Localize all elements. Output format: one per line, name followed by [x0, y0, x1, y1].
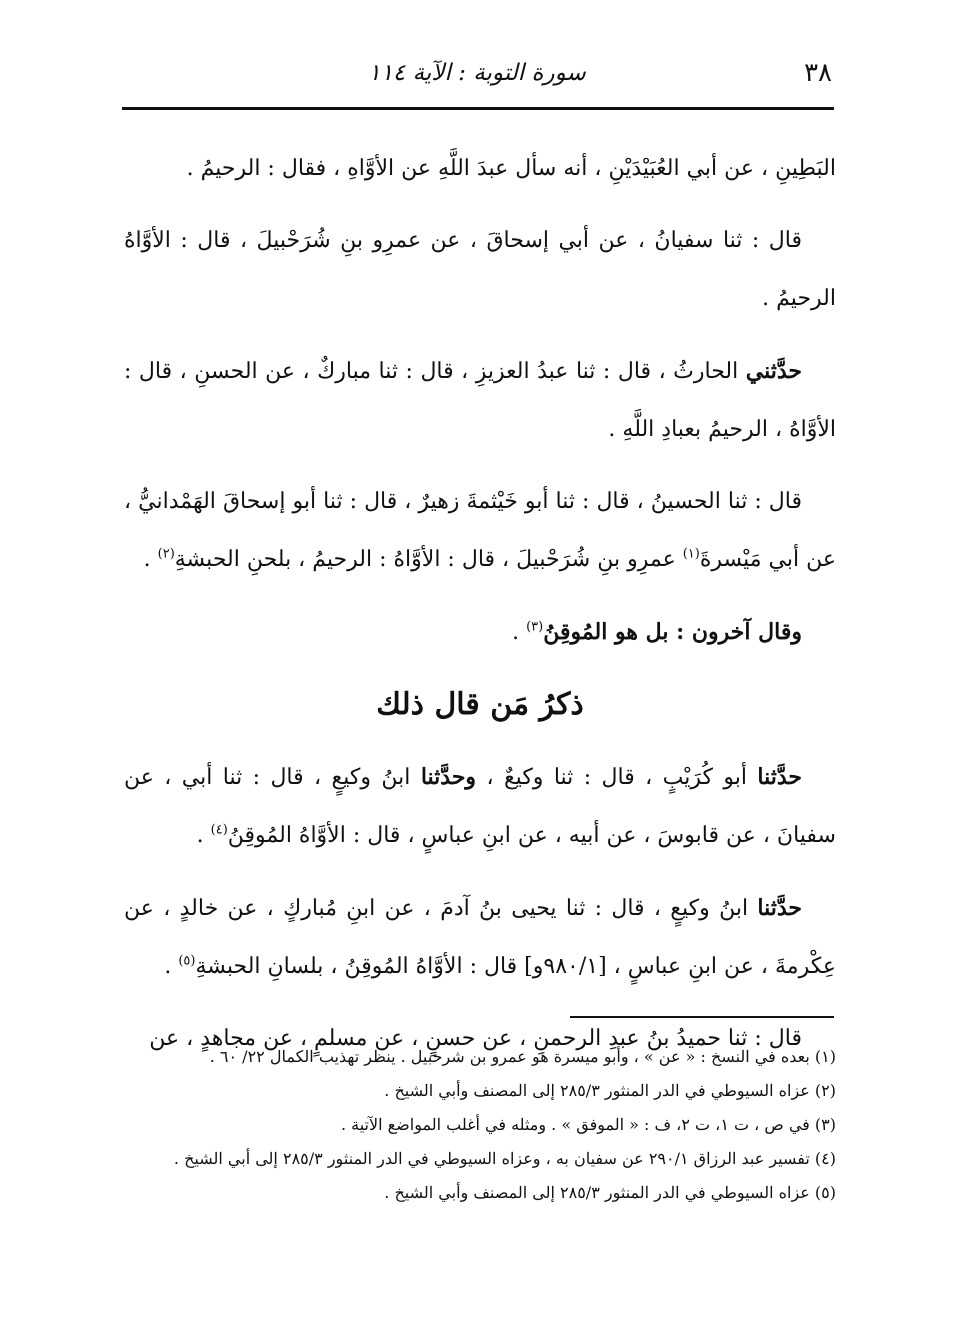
paragraph-6-end: .: [196, 823, 211, 848]
paragraph-2: [124, 212, 836, 328]
footnote-5: (٥) عزاه السيوطي في الدر المنثور ٢٨٥/٣ إلى المصنف وأبي الشيخ .: [384, 1183, 836, 1202]
main-text: [124, 140, 836, 1068]
paragraph-5-end: .: [512, 620, 527, 645]
paragraph-4-text-b: عمرِو بنِ شُرَحْبيلَ ، قال : الأوَّاهُ : الرحيمُ ، بلحنِ الحبشةِ: [174, 547, 683, 572]
paragraph-1-text: البَطِينِ ، عن أبي العُبَيْدَيْنِ ، أنه سأل عبدَ اللَّهِ عن الأوَّاهِ ، فقال : الرحيمُ .: [186, 156, 836, 181]
paragraph-7-text: ابنُ وكيعٍ ، قال : ثنا يحيى بنُ آدمَ ، عن ابنِ مُباركٍ ، عن خالدٍ ، عن عِكْرمةَ ، عن ابنِ عباسٍ ، [٩٨٠/١و] قال : الأوَّاهُ المُوقِنُ ، بلسانِ الحبشةِ: [124, 896, 836, 979]
page-header: [122, 58, 832, 94]
narration-lead: حدَّثنا: [757, 895, 802, 921]
section-heading: ذكرُ مَن قال ذلك: [376, 687, 584, 722]
footnote-4: (٤) تفسير عبد الرزاق ٢٩٠/١ عن سفيان به ، وعزاه السيوطي في الدر المنثور ٢٨٥/٣ إلى أبي الشيخ .: [173, 1149, 836, 1168]
footnote-1: (١) بعده في النسخ : « عن » ، وأبو ميسرة هو عمرو بن شرحبيل . ينظر تهذيب الكمال ٢٢/ ٦٠ .: [209, 1047, 836, 1066]
footnote-rule: [570, 1016, 834, 1018]
narration-lead: حدَّثني: [745, 358, 802, 384]
footnote-ref-4: (٤): [210, 822, 228, 838]
paragraph-6-text-b: ابنُ وكيعٍ ، قال : ثنا أبي ، عن سفيانَ ، عن قابوسَ ، عن أبيه ، عن ابنِ عباسٍ ، قال : الأوَّاهُ المُوقِنُ: [124, 765, 836, 848]
footnote-ref-1: (١): [682, 546, 700, 562]
footnote-ref-3: (٣): [526, 619, 544, 635]
paragraph-4: [124, 473, 836, 589]
paragraph-3-text: الحارثُ ، قال : ثنا عبدُ العزيزِ ، قال : ثنا مباركٌ ، عن الحسنِ ، قال : الأوَّاهُ ، الرحيمُ بعبادِ اللَّهِ .: [124, 359, 836, 442]
narration-lead: وحدَّثنا: [420, 764, 477, 790]
footnotes: [124, 1040, 836, 1210]
footnote-2: (٢) عزاه السيوطي في الدر المنثور ٢٨٥/٣ إلى المصنف وأبي الشيخ .: [384, 1081, 836, 1100]
narration-lead: حدَّثنا: [757, 764, 802, 790]
paragraph-6-text-a: أبو كُرَيْبٍ ، قال : ثنا وكيعٌ ،: [476, 765, 758, 790]
running-title: سورة التوبة : الآية ١١٤: [368, 60, 586, 86]
paragraph-3: [124, 342, 836, 459]
paragraph-5-text: وقال آخرون : بل هو المُوقِنُ: [543, 619, 802, 645]
footnote-ref-5: (٥): [178, 953, 196, 969]
paragraph-4-end: .: [143, 547, 158, 572]
paragraph-1: [124, 140, 836, 198]
paragraph-7-end: .: [164, 954, 179, 979]
paragraph-2-text: قال : ثنا سفيانُ ، عن أبي إسحاقَ ، عن عمرِو بنِ شُرَحْبيلَ ، قال : الأوَّاهُ الرحيمُ .: [124, 228, 836, 311]
footnote-3: (٣) في ص ، ت ١، ت ٢، ف : « الموفق » . ومثله في أغلب المواضع الآتية .: [340, 1115, 836, 1134]
paragraph-7: [124, 879, 836, 996]
header-rule: [122, 107, 834, 110]
paragraph-8-text: قال : ثنا حميدُ بنُ عبدِ الرحمنِ ، عن حسنٍ ، عن مسلمٍ ، عن مجاهدٍ ، عن: [149, 1026, 802, 1051]
paragraph-6: [124, 748, 836, 865]
paragraph-5: [124, 603, 836, 662]
paragraph-4-text-a: قال : ثنا الحسينُ ، قال : ثنا أبو خَيْثمةَ زهيرٌ ، قال : ثنا أبو إسحاقَ الهَمْدانيُّ ، عن أبي مَيْسرةَ: [124, 489, 836, 572]
footnote-ref-2: (٢): [157, 546, 175, 562]
page-number: ٣٨: [804, 58, 832, 88]
